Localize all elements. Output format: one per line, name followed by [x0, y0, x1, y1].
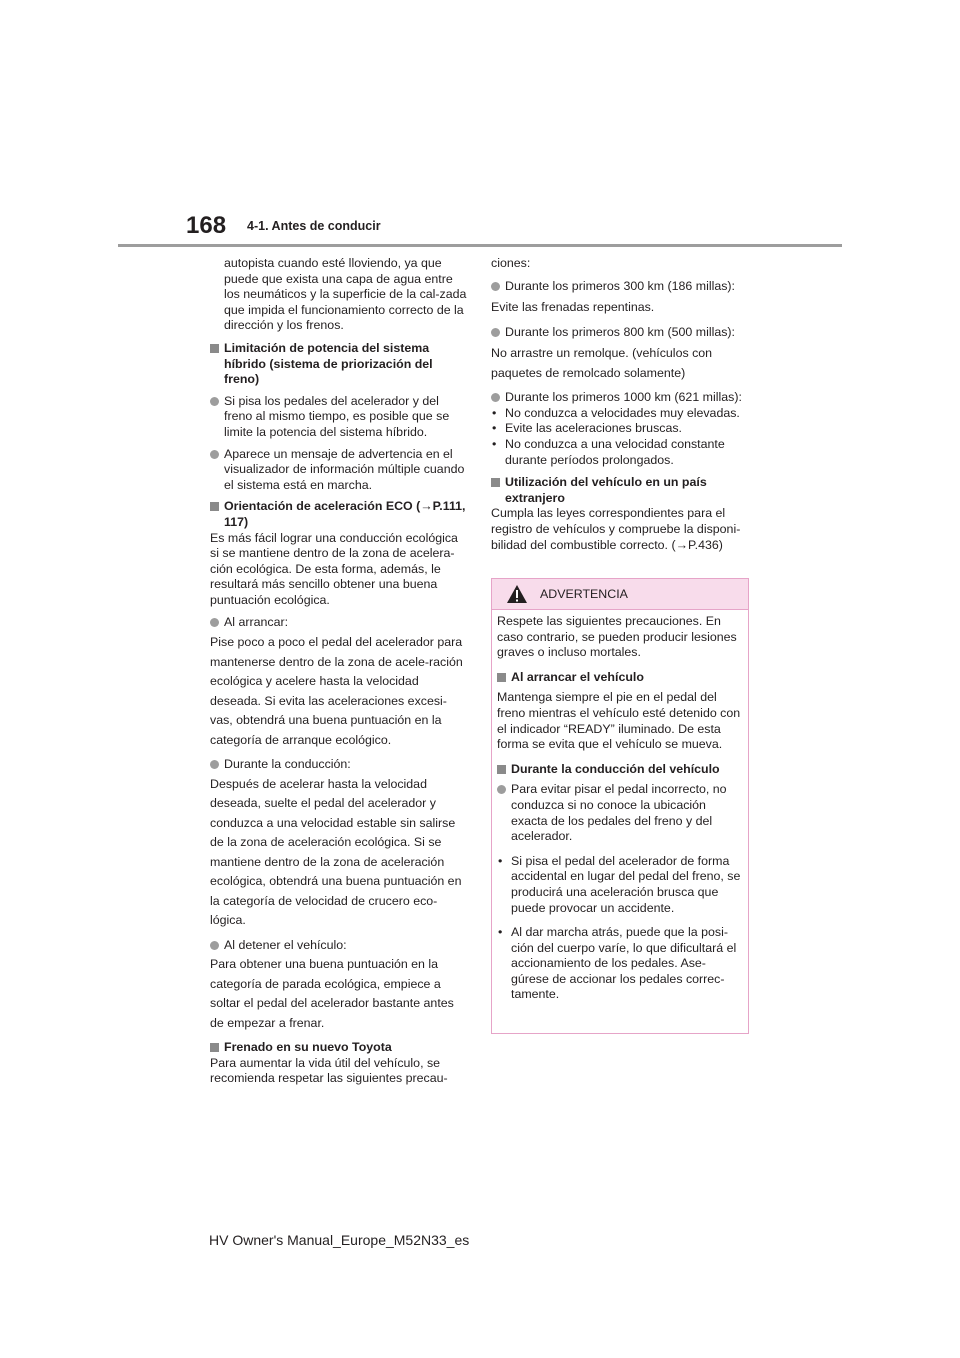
list-item: • Evite las aceleraciones bruscas. — [491, 421, 759, 437]
bullet-300km: Durante los primeros 300 km (186 millas): — [491, 279, 759, 295]
bullet-800km: Durante los primeros 800 km (500 millas): — [491, 325, 759, 341]
warning-item: • Si pisa el pedal del acelerador de forma accidental en lugar del pedal del freno, se producirá una aceleración brusca que puede provocar un accidente. — [497, 854, 743, 916]
page-number: 168 — [186, 212, 227, 239]
brake-paragraph: Para aumentar la vida útil del vehículo, se recomienda respetar las siguientes precau- — [210, 1055, 448, 1086]
continued-paragraph: autopista cuando esté lloviendo, ya que puede que exista una capa de agua entre los neumáticos y la superficie de la cal-zada que impida el funcionamiento correcto de la dirección y los frenos. — [224, 256, 467, 333]
list-item: • No conduzca a una velocidad constante durante períodos prolongados. — [491, 437, 759, 468]
warning-start-text: Mantenga siempre el pie en el pedal del freno mientras el vehículo esté detenido con el indicador “READY” iluminado. De esta forma se evita que el vehículo se mueva. — [497, 690, 741, 752]
driving-label: Durante la conducción: — [210, 757, 468, 773]
warning-title: ADVERTENCIA — [540, 587, 628, 601]
warning-triangle-icon — [506, 584, 528, 604]
header-rule — [118, 244, 842, 247]
stop-label: Al detener el vehículo: — [210, 938, 468, 954]
limit-bullet-1: Si pisa los pedales del acelerador y del freno al mismo tiempo, es posible que se limite la potencia del sistema híbrido. — [210, 394, 468, 441]
warning-header — [492, 579, 748, 610]
warning-box — [491, 578, 749, 1034]
eco-heading: Orientación de aceleración ECO (→P.111, 117) — [210, 499, 468, 530]
warning-body — [492, 610, 748, 1003]
text-800km: No arrastre un remolque. (vehículos con paquetes de remolcado solamente) — [491, 346, 713, 380]
start-label: Al arrancar: — [210, 615, 468, 631]
stop-paragraph: Para obtener una buena puntuación en la categoría de parada ecológica, empiece a soltar el pedal del acelerador bastante antes de empezar a frenar. — [210, 957, 454, 1030]
start-paragraph: Pise poco a poco el pedal del acelerador para mantenerse dentro de la zona de acele-ración ecológica y acelere hasta la velocidad deseada. Si evita las aceleraciones excesi-vas, obtendrá una buena puntuación en la categoría de arranque ecológico. — [210, 635, 463, 747]
warning-driving-bullet: Para evitar pisar el pedal incorrecto, no conduzca si no conoce la ubicación exacta de los pedales del freno y del acelerador. — [497, 782, 743, 844]
limit-bullet-2: Aparece un mensaje de advertencia en el visualizador de información múltiple cuando el sistema está en marcha. — [210, 447, 468, 494]
abroad-heading: Utilización del vehículo en un país extranjero — [491, 475, 759, 506]
continued-paragraph: ciones: — [491, 256, 531, 270]
section-title: 4-1. Antes de conducir — [247, 219, 381, 233]
warning-item: • Al dar marcha atrás, puede que la posi-ción del cuerpo varíe, lo que dificultará el accionamiento de los pedales. Ase-gúrese de accionar los pedales correc-tamente. — [497, 925, 743, 1003]
footer-text: HV Owner's Manual_Europe_M52N33_es — [209, 1232, 470, 1248]
warning-start-heading: Al arrancar el vehículo — [497, 670, 743, 686]
warning-driving-heading: Durante la conducción del vehículo — [497, 762, 743, 778]
bullet-1000km: Durante los primeros 1000 km (621 millas): — [491, 390, 759, 406]
limit-heading: Limitación de potencia del sistema híbrido (sistema de priorización del freno) — [210, 341, 468, 388]
abroad-paragraph: Cumpla las leyes correspondientes para el registro de vehículos y compruebe la disponi-bilidad del combustible correcto. (→P.436) — [491, 506, 741, 552]
brake-heading: Frenado en su nuevo Toyota — [210, 1040, 468, 1056]
driving-paragraph: Después de acelerar hasta la velocidad deseada, suelte el pedal del acelerador y conduzca a una velocidad estable sin salirse de la zona de aceleración ecológica. Si se mantiene dentro de la zona de aceleración ecológica, obtendrá una buena puntuación en la categoría de velocidad de crucero eco-lógica. — [210, 776, 462, 928]
list-item: • No conduzca a velocidades muy elevadas. — [491, 406, 759, 422]
left-column — [210, 256, 468, 1087]
eco-paragraph: Es más fácil lograr una conducción ecológica si se mantiene dentro de la zona de acelera-ción ecológica. De esta forma, además, le resultará más sencillo obtener una buena puntuación ecológica. — [210, 530, 458, 607]
warning-intro: Respete las siguientes precauciones. En caso contrario, se pueden producir lesiones graves o incluso mortales. — [497, 614, 737, 660]
list-1000km — [491, 406, 759, 468]
right-column — [491, 256, 759, 553]
text-300km: Evite las frenadas repentinas. — [491, 300, 655, 315]
